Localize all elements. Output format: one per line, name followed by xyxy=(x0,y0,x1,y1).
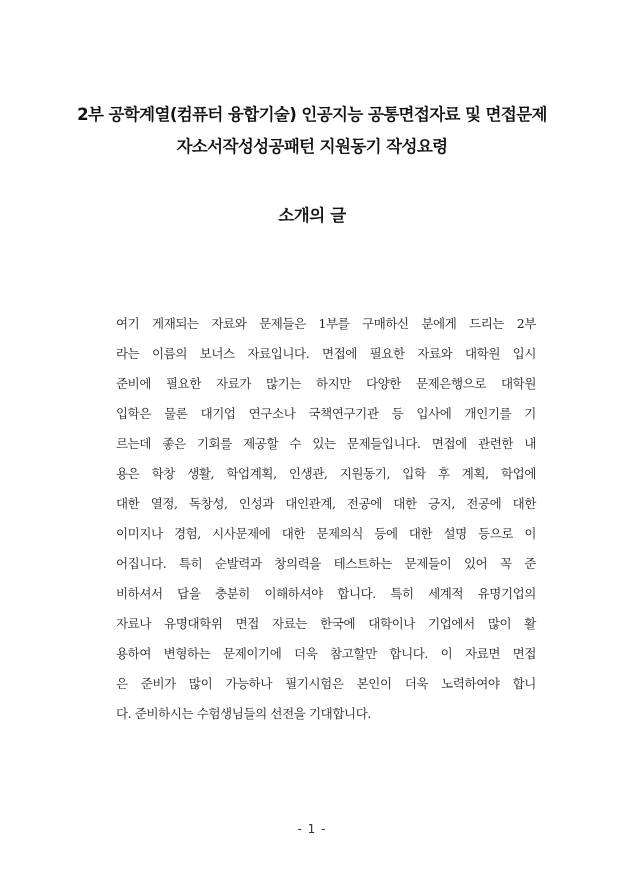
section-heading: 소개의 글 xyxy=(278,206,346,225)
body-line: 대한 열정, 독창성, 인성과 대인관계, 전공에 대한 긍지, 전공에 대한 xyxy=(116,496,536,511)
body-line: 은 준비가 많이 가능하나 필기시험은 본인이 더욱 노력하여야 합니 xyxy=(116,676,536,691)
body-line: 어집니다. 특히 순발력과 창의력을 테스트하는 문제들이 있어 꼭 준 xyxy=(116,556,536,571)
body-line: 준비에 필요한 자료가 많기는 하지만 다양한 문제은행으로 대학원 xyxy=(116,376,536,391)
body-paragraph xyxy=(116,309,536,729)
body-line: 용하여 변형하는 문제이기에 더욱 참고할만 합니다. 이 자료면 면접 xyxy=(116,646,536,661)
document-title-line-2: 자소서작성성공패턴 지원동기 작성요령 xyxy=(176,137,448,156)
body-line: 여기 게재되는 자료와 문제들은 1부를 구매하신 분에게 드리는 2부 xyxy=(116,316,536,331)
body-line: 자료나 유명대학위 면접 자료는 한국에 대학이나 기업에서 많이 활 xyxy=(116,616,536,631)
page-number: - 1 - xyxy=(297,822,327,836)
body-line: 라는 이름의 보너스 자료입니다. 면접에 필요한 자료와 대학원 입시 xyxy=(116,346,536,361)
document-title-line-1: 2부 공학계열(컴퓨터 융합기술) 인공지능 공통면접자료 및 면접문제 xyxy=(77,105,547,124)
body-line: 용은 학창 생활, 학업계획, 인생관, 지원동기, 입학 후 계획, 학업에 xyxy=(116,466,536,481)
body-line: 비하셔서 답을 충분히 이해하셔야 합니다. 특히 세계적 유명기업의 xyxy=(116,586,536,601)
body-line: 다. 준비하시는 수험생님들의 선전을 기대합니다. xyxy=(116,706,371,721)
body-line: 입학은 물론 대기업 연구소나 국책연구기관 등 입사에 개인기를 기 xyxy=(116,406,536,421)
body-line: 이미지나 경험, 시사문제에 대한 문제의식 등에 대한 설명 등으로 이 xyxy=(116,526,536,541)
body-line: 르는데 좋은 기회를 제공할 수 있는 문제들입니다. 면접에 관련한 내 xyxy=(116,436,536,451)
